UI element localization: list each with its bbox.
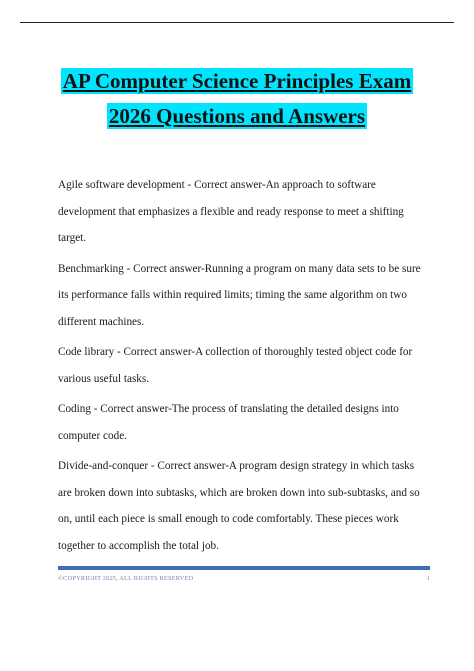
page-footer	[58, 575, 430, 582]
qa-entry-coding: Coding - Correct answer-The process of translating the detailed designs into computer code.	[58, 403, 399, 442]
qa-entry-benchmarking: Benchmarking - Correct answer-Running a program on many data sets to be sure its performance falls within required limits; timing the same algorithm on two different machines.	[58, 262, 421, 328]
copyright-notice: ©COPYRIGHT 2025, ALL RIGHTS RESERVED	[58, 575, 194, 582]
document-title	[0, 68, 474, 129]
footer-bar	[58, 566, 430, 570]
title-line-1: AP Computer Science Principles Exam	[62, 69, 412, 93]
page-number: 1	[426, 575, 430, 582]
title-line-2: 2026 Questions and Answers	[108, 104, 366, 128]
qa-entry-code-library: Code library - Correct answer-A collection of thoroughly tested object code for various useful tasks.	[58, 346, 413, 385]
qa-entry-divide-and-conquer: Divide-and-conquer - Correct answer-A program design strategy in which tasks are broken down into subtasks, which are broken down into sub-subtasks, and so on, until each piece is small enough to code comfortably. These pieces work together to accomplish the total job.	[58, 460, 420, 552]
top-rule	[20, 22, 454, 23]
qa-entry-agile: Agile software development - Correct answer-An approach to software development that emphasizes a flexible and ready response to meet a shifting target.	[58, 179, 404, 244]
qa-content	[58, 172, 430, 563]
